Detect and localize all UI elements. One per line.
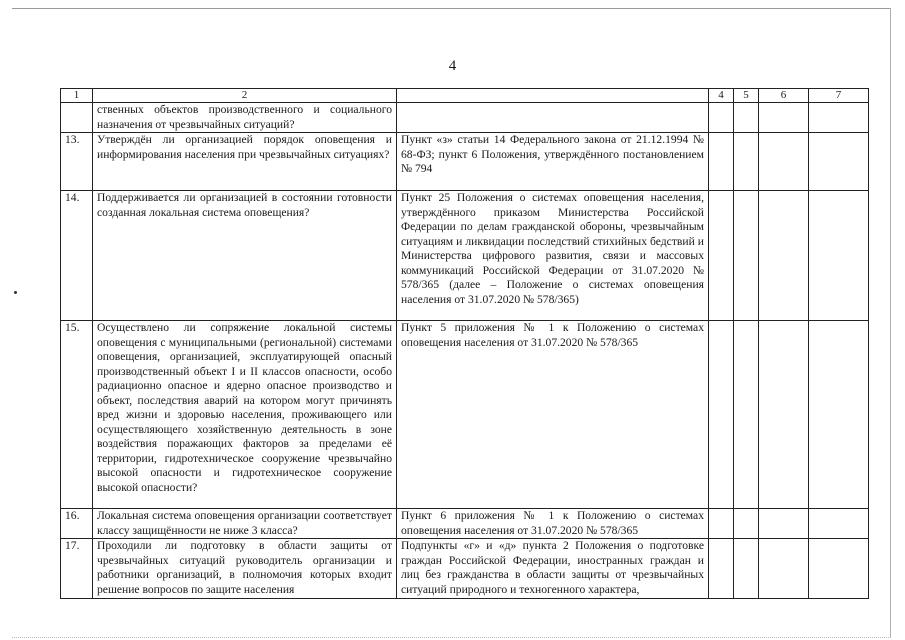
question-cell: Проходили ли подготовку в области защиты от чрезвычайных ситуаций руководитель организации и работники организаций, в полномочия которых входит решение вопросов по защите населения [93,539,397,599]
question-cell: Поддерживается ли организацией в состоянии готовности созданная локальная система оповещения? [93,191,397,321]
reference-cell: Подпункты «г» и «д» пункта 2 Положения о подготовке граждан Российской Федерации, иностранных граждан и лиц без гражданства в области защиты от чрезвычайных ситуаций природного и техногенного характера, [397,539,709,599]
empty-cell [709,191,734,321]
reference-cell: Пункт 6 приложения № 1 к Положению о системах оповещения населения от 31.07.2020 № 578/365 [397,509,709,539]
column-header-1: 1 [61,89,93,103]
empty-cell [734,321,759,509]
empty-cell [809,103,869,133]
empty-cell [709,539,734,599]
empty-cell [734,191,759,321]
column-header-3 [397,89,709,103]
table-row [61,191,869,321]
empty-cell [709,509,734,539]
empty-cell [709,103,734,133]
page-edge-top [12,8,891,9]
empty-cell [809,539,869,599]
row-number [61,103,93,133]
empty-cell [734,103,759,133]
question-cell: Утверждён ли организацией порядок оповещения и информирования населения при чрезвычайных ситуациях? [93,133,397,191]
empty-cell [734,509,759,539]
table-header-row [61,89,869,103]
empty-cell [734,133,759,191]
table-row [61,133,869,191]
empty-cell [734,539,759,599]
scan-speck [14,291,17,294]
table-row [61,321,869,509]
checklist-table [60,88,869,599]
row-number: 16. [61,509,93,539]
question-cell: ственных объектов производственного и социального назначения от чрезвычайных ситуаций? [93,103,397,133]
empty-cell [759,509,809,539]
empty-cell [709,133,734,191]
reference-cell: Пункт «з» статьи 14 Федерального закона от 21.12.1994 № 68-ФЗ; пункт 6 Положения, утверждённого постановлением № 794 [397,133,709,191]
column-header-2: 2 [93,89,397,103]
row-number: 17. [61,539,93,599]
page-edge-bottom [12,637,891,638]
reference-cell: Пункт 25 Положения о системах оповещения населения, утверждённого приказом Министерства Российской Федерации по делам гражданской обороны, чрезвычайным ситуациям и ликвидации последствий стихийных бедствий и Министерства цифрового развития, связи и массовых коммуникаций Российской Федерации от 31.07.2020 № 578/365 (далее – Положение о системах оповещения населения от 31.07.2020 № 578/365) [397,191,709,321]
row-number: 14. [61,191,93,321]
empty-cell [759,103,809,133]
empty-cell [709,321,734,509]
table-row [61,103,869,133]
page-number: 4 [448,58,457,74]
question-cell: Осуществлено ли сопряжение локальной системы оповещения с муниципальными (региональной) системами оповещения, организацией, эксплуатирующей опасный производственный объект I и II классов опасности, особо радиационно опасное и ядерно опасное производство и объект, последствия аварий на котором могут причинять вред жизни и здоровью населения, проживающего или осуществляющего хозяйственную деятельность в зоне воздействия поражающих факторов за пределами её территории, гидротехническое сооружение чрезвычайно высокой опасности и гидротехническое сооружение высокой опасности? [93,321,397,509]
empty-cell [809,191,869,321]
empty-cell [759,133,809,191]
table-row [61,509,869,539]
empty-cell [759,191,809,321]
reference-cell: Пункт 5 приложения № 1 к Положению о системах оповещения населения от 31.07.2020 № 578/365 [397,321,709,509]
row-number: 13. [61,133,93,191]
column-header-7: 7 [809,89,869,103]
empty-cell [809,321,869,509]
empty-cell [809,509,869,539]
question-cell: Локальная система оповещения организации соответствует классу защищённости не ниже 3 класса? [93,509,397,539]
empty-cell [809,133,869,191]
column-header-4: 4 [709,89,734,103]
empty-cell [759,321,809,509]
page-edge-right [890,8,891,638]
empty-cell [759,539,809,599]
table-row [61,539,869,599]
row-number: 15. [61,321,93,509]
reference-cell [397,103,709,133]
column-header-5: 5 [734,89,759,103]
column-header-6: 6 [759,89,809,103]
